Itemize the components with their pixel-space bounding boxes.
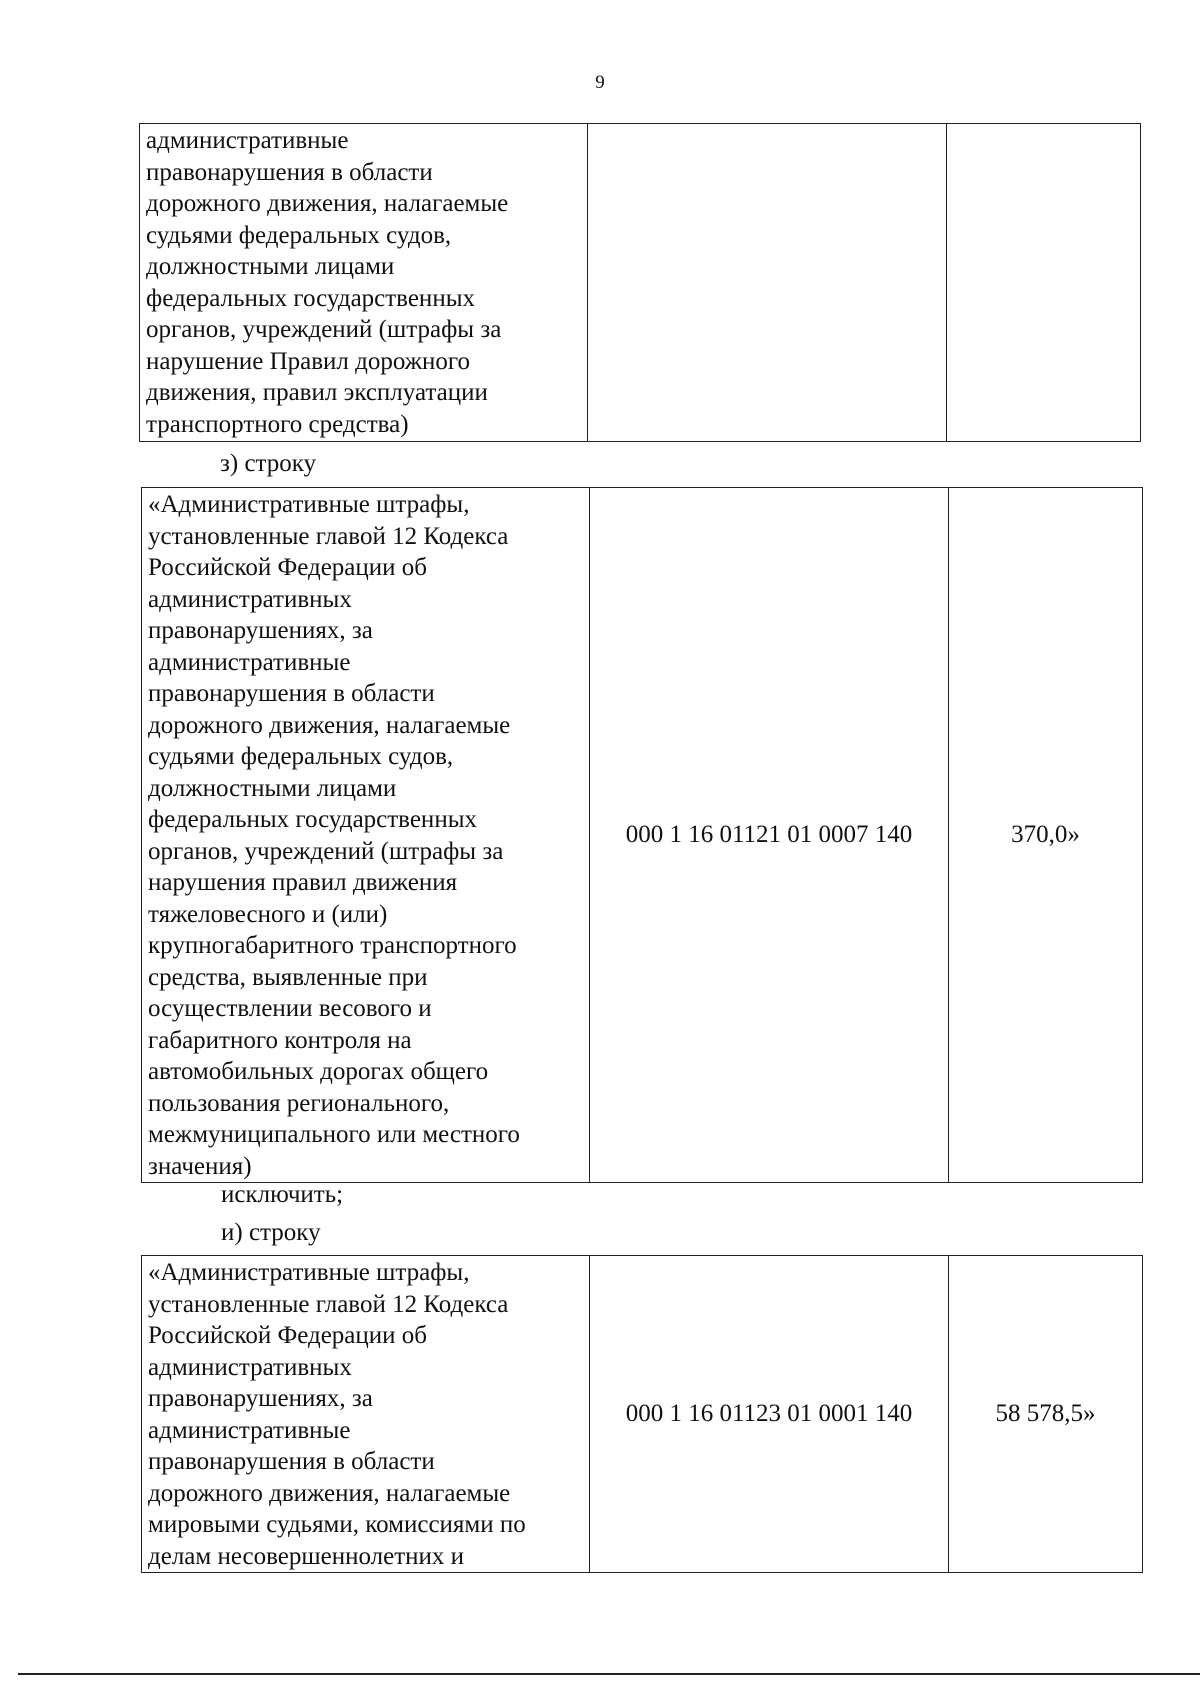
description-line: «Административные штрафы,	[148, 1259, 470, 1286]
table-row	[140, 124, 1141, 442]
description-line: тяжеловесного и (или)	[148, 900, 388, 928]
description-line: установленные главой 12 Кодекса	[148, 522, 509, 550]
description-line: пользования регионального,	[148, 1089, 450, 1117]
description-line: крупногабаритного транспортного	[148, 932, 517, 959]
description-line: правонарушения в области	[146, 158, 433, 186]
row-table-i	[141, 1255, 1143, 1573]
description-line: «Административные штрафы,	[148, 491, 470, 518]
description-cell	[142, 1256, 590, 1573]
continuation-table	[139, 123, 1141, 442]
description-line: должностными лицами	[146, 253, 395, 280]
page-bottom-rule	[18, 1673, 1200, 1675]
description-line: органов, учреждений (штрафы за	[146, 316, 502, 343]
description-line: транспортного средства)	[146, 410, 409, 438]
table-row	[142, 1256, 1143, 1573]
code-cell: 000 1 16 01123 01 0001 140	[590, 1256, 949, 1573]
instruction-i: и) строку	[221, 1219, 321, 1246]
code-cell: 000 1 16 01121 01 0007 140	[590, 488, 949, 1183]
table-row	[142, 488, 1143, 1183]
description-line: дорожного движения, налагаемые	[148, 711, 511, 739]
description-line: должностными лицами	[148, 774, 397, 802]
description-line: административных	[148, 585, 352, 613]
description-line: федеральных государственных	[148, 806, 477, 833]
description-line: осуществлении весового и	[148, 995, 432, 1022]
description-line: органов, учреждений (штрафы за	[148, 837, 504, 865]
row-table-z	[141, 487, 1143, 1183]
description-line: Российской Федерации об	[148, 554, 427, 581]
description-line: габаритного контроля на	[148, 1026, 412, 1054]
description-line: правонарушения в области	[148, 680, 435, 707]
description-line: автомобильных дорогах общего	[148, 1058, 489, 1085]
description-cell	[140, 124, 588, 442]
description-line: административные	[146, 127, 349, 154]
description-line: установленные главой 12 Кодекса	[148, 1290, 509, 1318]
amount-cell: 370,0»	[949, 488, 1143, 1183]
page-number: 9	[595, 72, 605, 93]
description-line: административных	[148, 1353, 352, 1381]
description-line: Российской Федерации об	[148, 1322, 427, 1349]
description-line: дорожного движения, налагаемые	[146, 190, 509, 217]
description-line: административные	[148, 1416, 351, 1444]
description-line: административные	[148, 648, 351, 676]
description-line: дорожного движения, налагаемые	[148, 1479, 511, 1507]
amount-cell	[947, 124, 1141, 442]
code-cell	[588, 124, 947, 442]
description-line: правонарушениях, за	[148, 617, 373, 644]
description-cell	[142, 488, 590, 1183]
description-line: судьями федеральных судов,	[146, 221, 452, 249]
description-line: делам несовершеннолетних и	[148, 1542, 465, 1570]
description-line: мировыми судьями, комиссиями по	[148, 1511, 526, 1538]
amount-cell: 58 578,5»	[949, 1256, 1143, 1573]
description-line: средства, выявленные при	[148, 963, 428, 991]
description-line: движения, правил эксплуатации	[146, 379, 488, 406]
description-line: судьями федеральных судов,	[148, 743, 454, 770]
description-line: нарушения правил движения	[148, 869, 458, 896]
description-line: федеральных государственных	[146, 284, 475, 312]
instruction-z: з) строку	[220, 450, 317, 477]
description-line: правонарушения в области	[148, 1448, 435, 1475]
description-line: значения)	[148, 1152, 252, 1180]
instruction-exclude: исключить;	[221, 1181, 344, 1208]
description-line: правонарушениях, за	[148, 1385, 373, 1412]
description-line: нарушение Правил дорожного	[146, 347, 471, 375]
description-line: межмуниципального или местного	[148, 1121, 520, 1148]
